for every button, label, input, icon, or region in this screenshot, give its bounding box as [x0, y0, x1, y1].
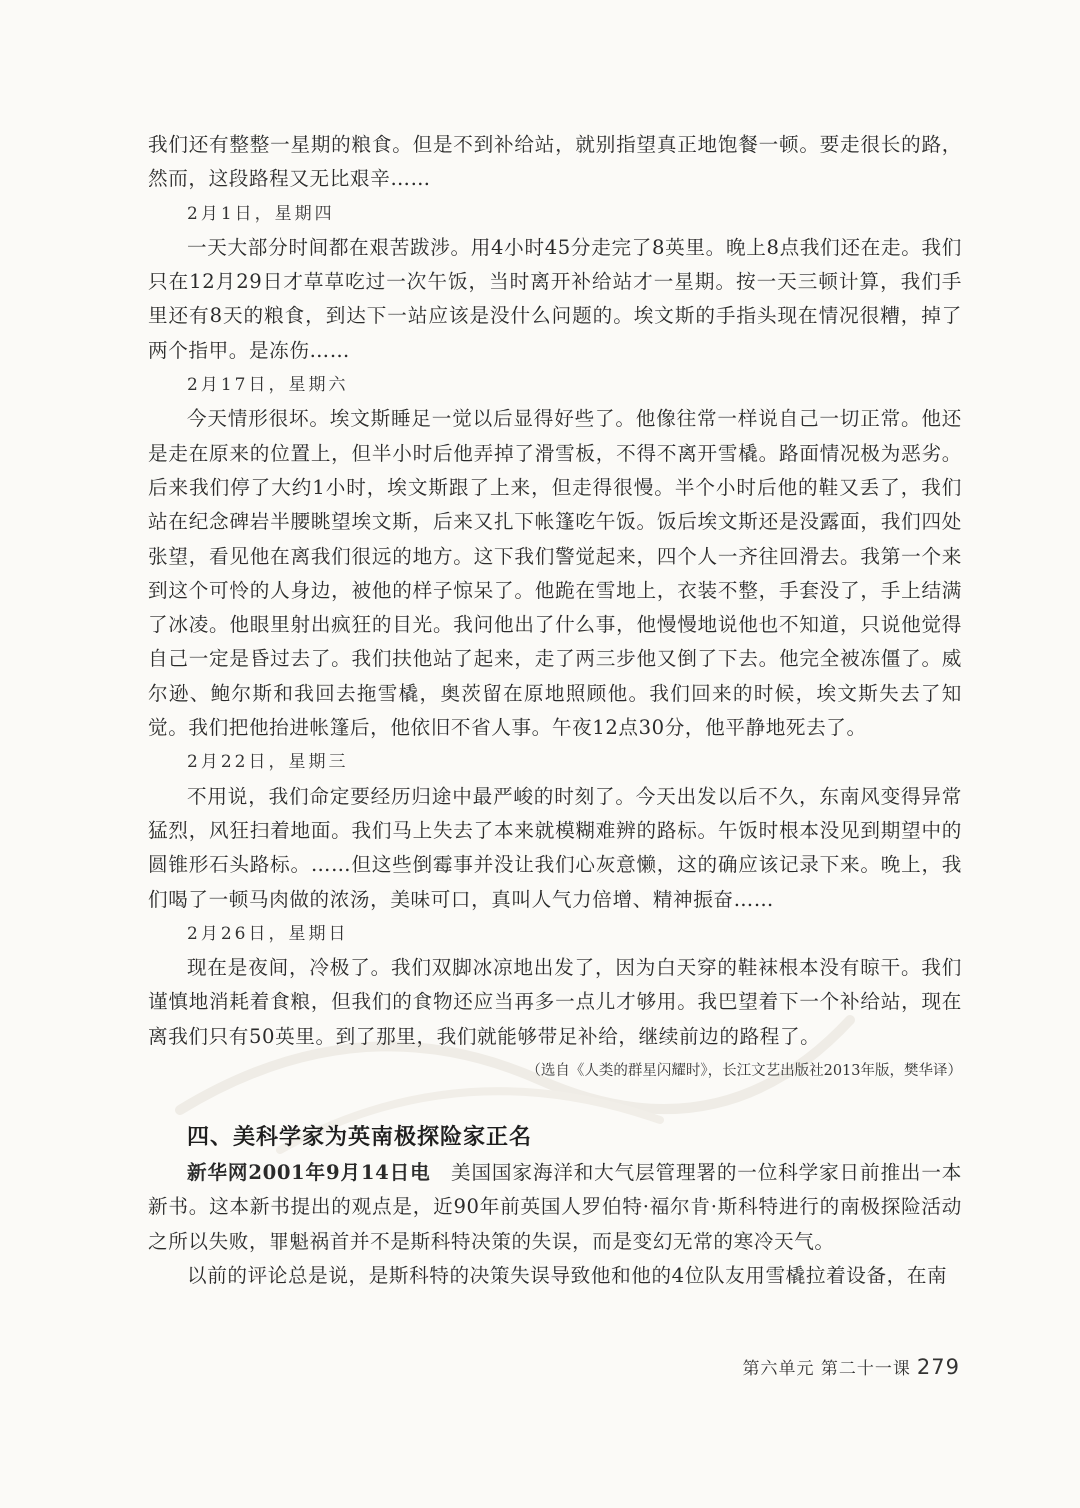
- page-number: 279: [916, 1355, 960, 1379]
- text-column: [148, 128, 962, 1293]
- diary-date-feb-22: 2月22日，星期三: [187, 752, 349, 773]
- paragraph-6-body: 美国国家海洋和大气层管理署的一位科学家日前推出一本新书。这本新书提出的观点是，近90年前英国人罗伯特·福尔肯·斯科特进行的南极探险活动之所以失败，罪魁祸首并不是斯科特决策的失误，而是变幻无常的寒冷天气。: [148, 1161, 962, 1253]
- paragraph-1: 我们还有整整一星期的粮食。但是不到补给站，就别指望真正地饱餐一顿。要走很长的路，然而，这段路程又无比艰辛……: [148, 133, 962, 191]
- paragraph-4: 不用说，我们命定要经历归途中最严峻的时刻了。今天出发以后不久，东南风变得异常猛烈，风狂扫着地面。我们马上失去了本来就模糊难辨的路标。午饭时根本没见到期望中的圆锥形石头路标。……但这些倒霉事并没让我们心灰意懒，这的确应该记录下来。晚上，我们喝了一顿马肉做的浓汤，美味可口，真叫人气力倍增、精神振奋……: [148, 784, 962, 911]
- section-heading: 四、美科学家为英南极探险家正名: [187, 1124, 533, 1151]
- diary-date-feb-1: 2月1日，星期四: [187, 203, 335, 224]
- source-citation: （选自《人类的群星闪耀时》，长江文艺出版社2013年版，樊华译）: [526, 1063, 962, 1080]
- paragraph-6: [148, 1156, 962, 1259]
- diary-date-feb-26: 2月26日，星期日: [187, 923, 349, 944]
- news-dateline: 新华网2001年9月14日电: [187, 1161, 431, 1185]
- paragraph-7: 以前的评论总是说，是斯科特的决策失误导致他和他的4位队友用雪橇拉着设备，在南: [187, 1263, 948, 1287]
- paragraph-3: 今天情形很坏。埃文斯睡足一觉以后显得好些了。他像往常一样说自己一切正常。他还是走在原来的位置上，但半小时后他弄掉了滑雪板，不得不离开雪橇。路面情况极为恶劣。后来我们停了大约1小时，埃文斯跟了上来，但走得很慢。半个小时后他的鞋又丢了，我们站在纪念碑岩半腰眺望埃文斯，后来又扎下帐篷吃午饭。饭后埃文斯还是没露面，我们四处张望，看见他在离我们很远的地方。这下我们警觉起来，四个人一齐往回滑去。我第一个来到这个可怜的人身边，被他的样子惊呆了。他跪在雪地上，衣装不整，手套没了，手上结满了冰凌。他眼里射出疯狂的目光。我问他出了什么事，他慢慢地说他也不知道，只说他觉得自己一定是昏过去了。我们扶他站了起来，走了两三步他又倒了下去。他完全被冻僵了。威尔逊、鲍尔斯和我回去拖雪橇，奥茨留在原地照顾他。我们回来的时候，埃文斯失去了知觉。我们把他抬进帐篷后，他依旧不省人事。午夜12点30分，他平静地死去了。: [148, 407, 962, 740]
- page-footer: [743, 1354, 961, 1379]
- diary-date-feb-17: 2月17日，星期六: [187, 375, 349, 396]
- paragraph-5: 现在是夜间，冷极了。我们双脚冰凉地出发了，因为白天穿的鞋袜根本没有晾干。我们谨慎地消耗着食粮，但我们的食物还应当再多一点儿才够用。我巴望着下一个补给站，现在离我们只有50英里。到了那里，我们就能够带足补给，继续前边的路程了。: [148, 956, 962, 1048]
- paragraph-2: 一天大部分时间都在艰苦跋涉。用4小时45分走完了8英里。晚上8点我们还在走。我们只在12月29日才草草吃过一次午饭，当时离开补给站才一星期。按一天三顿计算，我们手里还有8天的粮食，到达下一站应该是没什么问题的。埃文斯的手指头现在情况很糟，掉了两个指甲。是冻伤……: [148, 235, 962, 362]
- unit-lesson-label: 第六单元 第二十一课: [742, 1359, 911, 1379]
